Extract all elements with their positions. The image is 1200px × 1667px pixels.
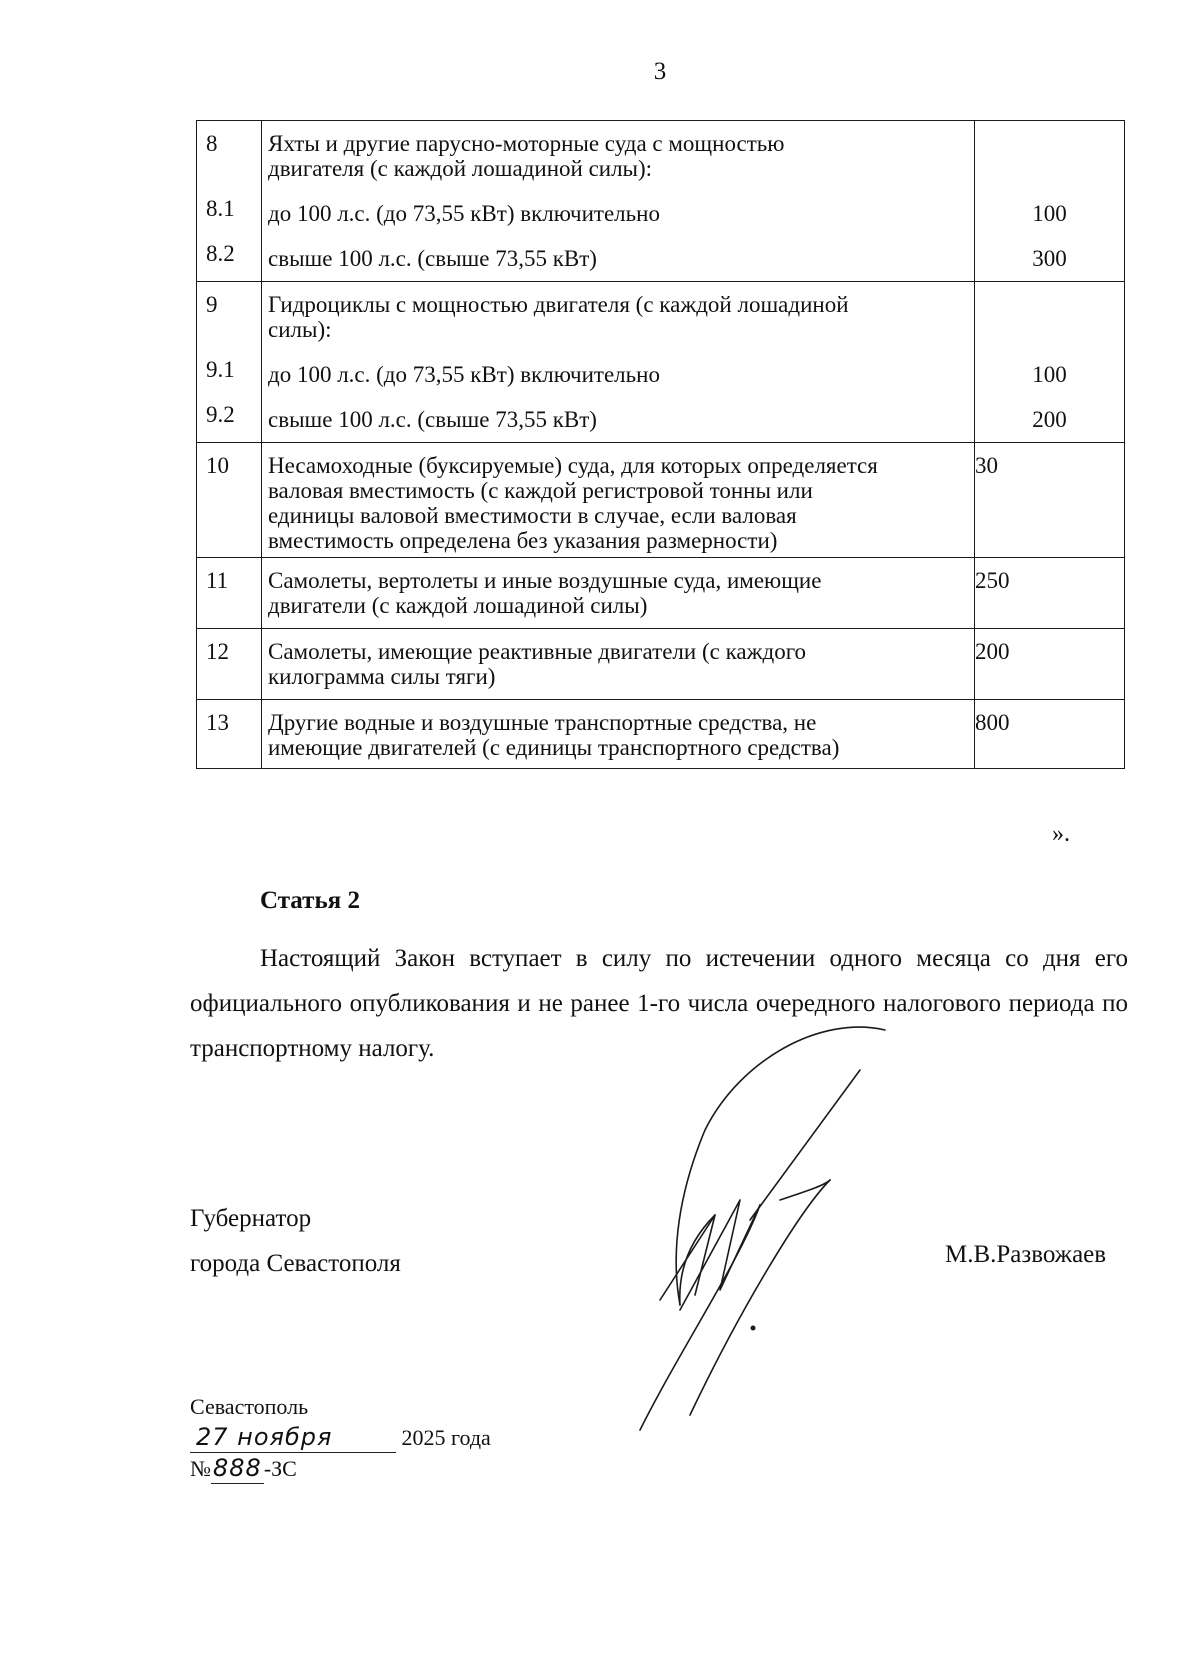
sub-value: 100 — [1032, 201, 1067, 226]
law-number — [190, 1453, 491, 1484]
description-line: килограмма силы тяги) — [268, 664, 496, 689]
article-text: Настоящий Закон вступает в силу по истечении одного месяца со дня его официального опубликования и не ранее 1-го числа очередного налогового периода по транспортному налогу. — [190, 945, 1128, 1062]
description-line: единицы валовой вместимости в случае, если валовая — [268, 503, 797, 528]
row-value-cell — [975, 121, 1125, 282]
description-line: Самолеты, вертолеты и иные воздушные суда, имеющие — [268, 568, 822, 593]
row-number-cell — [197, 121, 262, 282]
row-number: 12 — [206, 639, 229, 664]
signatory-name: М.В.Развожаев — [945, 1241, 1107, 1268]
sub-value: 100 — [1032, 362, 1067, 387]
row-number-cell — [197, 282, 262, 443]
description-line: Несамоходные (буксируемые) суда, для которых определяется — [268, 453, 878, 478]
row-number: 10 — [206, 453, 229, 478]
row-value-cell — [975, 558, 1125, 629]
number-prefix: № — [190, 1456, 211, 1481]
row-number: 11 — [206, 568, 229, 593]
sub-number: 8.2 — [206, 241, 235, 266]
sub-description: свыше 100 л.с. (свыше 73,55 кВт) — [268, 407, 597, 432]
place-date-block — [190, 1392, 491, 1484]
row-number: 8 — [206, 131, 218, 156]
article-title: Статья 2 — [260, 887, 360, 914]
description-line: двигателя (с каждой лошадиной силы): — [268, 156, 653, 181]
handwritten-number: 888 — [213, 1454, 262, 1482]
table-row — [197, 629, 1125, 700]
sub-description: до 100 л.с. (до 73,55 кВт) включительно — [268, 362, 660, 387]
city: Севастополь — [190, 1394, 309, 1419]
row-value: 200 — [975, 639, 1010, 664]
row-value: 800 — [975, 710, 1010, 735]
row-description-cell — [262, 443, 975, 558]
signature — [620, 1020, 920, 1440]
sub-number: 9.1 — [206, 357, 235, 382]
description-line: двигатели (с каждой лошадиной силы) — [268, 593, 648, 618]
row-value-cell — [975, 443, 1125, 558]
description-line: Яхты и другие парусно-моторные суда с мощностью — [268, 131, 785, 156]
closing-quote: ». — [1052, 821, 1070, 847]
sub-number: 9.2 — [206, 402, 235, 427]
signatory-title — [190, 1196, 401, 1286]
sub-description: до 100 л.с. (до 73,55 кВт) включительно — [268, 201, 660, 226]
table-row — [197, 282, 1125, 443]
table-row — [197, 700, 1125, 769]
row-number-cell — [197, 443, 262, 558]
page-number: 3 — [653, 58, 667, 85]
description-line: вместимость определена без указания размерности) — [268, 528, 778, 553]
description-line: Другие водные и воздушные транспортные средства, не — [268, 710, 817, 735]
sub-number: 8.1 — [206, 196, 235, 221]
sub-value: 200 — [1032, 407, 1067, 432]
signatory-title-line: города Севастополя — [190, 1250, 401, 1277]
date-line — [190, 1422, 491, 1453]
table-row — [197, 121, 1125, 282]
description-line: Самолеты, имеющие реактивные двигатели (с каждого — [268, 639, 807, 664]
row-number-cell — [197, 700, 262, 769]
description-line: силы): — [268, 317, 332, 342]
row-number-cell — [197, 558, 262, 629]
row-value-cell — [975, 629, 1125, 700]
handwritten-date: 27 ноября — [190, 1422, 396, 1453]
row-number-cell — [197, 629, 262, 700]
row-value-cell — [975, 282, 1125, 443]
row-number: 13 — [206, 710, 229, 735]
year-text: 2025 года — [401, 1425, 491, 1450]
row-description-cell — [262, 121, 975, 282]
tax-rate-table — [196, 120, 1125, 769]
description-line: Гидроциклы с мощностью двигателя (с каждой лошадиной — [268, 292, 849, 317]
row-description-cell — [262, 629, 975, 700]
row-value: 30 — [975, 453, 998, 478]
description-line: валовая вместимость (с каждой регистровой тонны или — [268, 478, 813, 503]
row-description-cell — [262, 700, 975, 769]
sub-value: 300 — [1032, 246, 1067, 271]
table-row — [197, 443, 1125, 558]
row-description-cell — [262, 282, 975, 443]
table-row — [197, 558, 1125, 629]
signatory-title-line: Губернатор — [190, 1205, 312, 1232]
row-value: 250 — [975, 568, 1010, 593]
sub-description: свыше 100 л.с. (свыше 73,55 кВт) — [268, 246, 597, 271]
description-line: имеющие двигателей (с единицы транспортного средства) — [268, 735, 840, 760]
number-suffix: -ЗС — [263, 1456, 297, 1481]
row-description-cell — [262, 558, 975, 629]
row-value-cell — [975, 700, 1125, 769]
row-number: 9 — [206, 292, 218, 317]
